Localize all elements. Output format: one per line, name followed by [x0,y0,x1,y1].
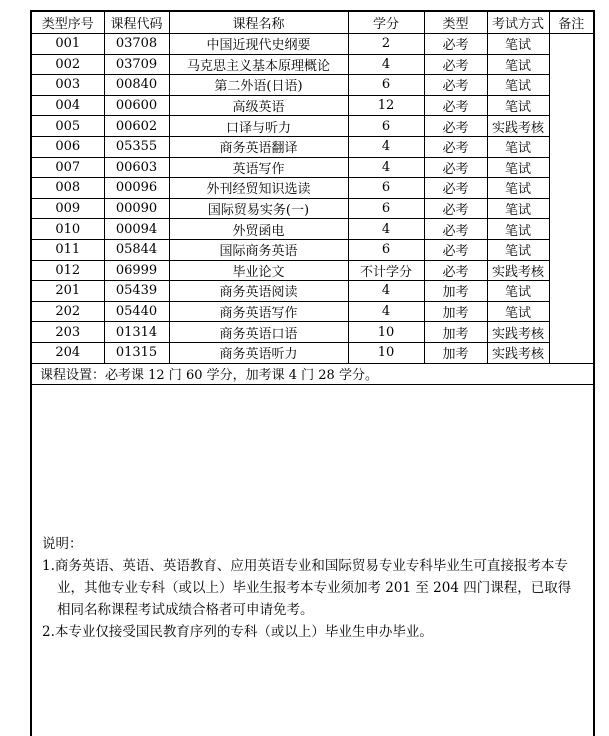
name-cell: 商务英语阅读 [169,281,348,302]
name-cell: 外贸函电 [169,219,348,240]
name-cell: 商务英语口语 [169,322,348,343]
header-row [31,11,594,34]
header-code: 课程代码 [104,11,169,34]
seq-cell: 204 [31,342,104,363]
credits-cell: 6 [348,116,424,137]
exam-cell: 笔试 [487,301,549,322]
name-cell: 口译与听力 [169,116,348,137]
table-row [31,281,594,302]
type-cell: 加考 [424,322,487,343]
header-exam: 考试方式 [487,11,549,34]
exam-cell: 笔试 [487,75,549,96]
exam-cell: 笔试 [487,34,549,55]
seq-cell: 004 [31,95,104,116]
name-cell: 商务英语写作 [169,301,348,322]
credits-cell: 4 [348,157,424,178]
header-remark: 备注 [549,11,594,34]
credits-cell: 10 [348,342,424,363]
code-cell: 05355 [104,136,169,157]
type-cell: 必考 [424,75,487,96]
table-row [31,219,594,240]
exam-cell: 实践考核 [487,116,549,137]
header-name: 课程名称 [169,11,348,34]
table-row [31,54,594,75]
code-cell: 03708 [104,34,169,55]
exam-cell: 实践考核 [487,260,549,281]
name-cell: 中国近现代史纲要 [169,34,348,55]
type-cell: 必考 [424,239,487,260]
header-type: 类型 [424,11,487,34]
type-cell: 必考 [424,178,487,199]
seq-cell: 001 [31,34,104,55]
seq-cell: 010 [31,219,104,240]
code-cell: 05439 [104,281,169,302]
type-cell: 加考 [424,281,487,302]
credits-cell: 6 [348,198,424,219]
exam-cell: 笔试 [487,219,549,240]
table-row [31,95,594,116]
credits-cell: 4 [348,281,424,302]
type-cell: 加考 [424,301,487,322]
exam-cell: 笔试 [487,157,549,178]
credits-cell: 4 [348,301,424,322]
code-cell: 01315 [104,342,169,363]
table-row [31,239,594,260]
table-row [31,198,594,219]
seq-cell: 009 [31,198,104,219]
table-row [31,342,594,363]
type-cell: 必考 [424,95,487,116]
table-row [31,322,594,343]
type-cell: 必考 [424,136,487,157]
name-cell: 国际商务英语 [169,239,348,260]
table-row [31,178,594,199]
exam-cell: 笔试 [487,178,549,199]
name-cell: 马克思主义基本原理概论 [169,54,348,75]
remark-cell [549,34,594,364]
credits-cell: 6 [348,75,424,96]
type-cell: 加考 [424,342,487,363]
seq-cell: 201 [31,281,104,302]
seq-cell: 007 [31,157,104,178]
table-row [31,34,594,55]
seq-cell: 012 [31,260,104,281]
exam-cell: 笔试 [487,136,549,157]
table-row [31,116,594,137]
name-cell: 高级英语 [169,95,348,116]
type-cell: 必考 [424,219,487,240]
exam-cell: 笔试 [487,95,549,116]
notes-row [31,384,594,736]
note-item-1: 1.商务英语、英语、英语教育、应用英语专业和国际贸易专业专科毕业生可直接报考本专业，其他专业专科（或以上）毕业生报考本专业须加考 201 至 204 四门课程，已取得相同名称课程考试成绩合格者可申请免考。 [42,557,572,618]
header-credits: 学分 [348,11,424,34]
name-cell: 第二外语(日语) [169,75,348,96]
seq-cell: 002 [31,54,104,75]
code-cell: 00090 [104,198,169,219]
type-cell: 必考 [424,157,487,178]
code-cell: 00600 [104,95,169,116]
type-cell: 必考 [424,198,487,219]
code-cell: 00094 [104,219,169,240]
exam-cell: 实践考核 [487,322,549,343]
table-row [31,157,594,178]
code-cell: 00602 [104,116,169,137]
type-cell: 必考 [424,260,487,281]
credits-cell: 2 [348,34,424,55]
course-table [30,10,595,736]
name-cell: 外刊经贸知识选读 [169,178,348,199]
credits-cell: 4 [348,136,424,157]
code-cell: 03709 [104,54,169,75]
code-cell: 05844 [104,239,169,260]
exam-cell: 实践考核 [487,342,549,363]
summary-text: 课程设置：必考课 12 门 60 学分，加考课 4 门 28 学分。 [31,363,594,384]
seq-cell: 006 [31,136,104,157]
credits-cell: 12 [348,95,424,116]
seq-cell: 011 [31,239,104,260]
code-cell: 00840 [104,75,169,96]
type-cell: 必考 [424,116,487,137]
seq-cell: 005 [31,116,104,137]
credits-cell: 10 [348,322,424,343]
code-cell: 00603 [104,157,169,178]
exam-cell: 笔试 [487,198,549,219]
name-cell: 商务英语翻译 [169,136,348,157]
seq-cell: 202 [31,301,104,322]
notes-block [32,385,593,643]
seq-cell: 008 [31,178,104,199]
code-cell: 06999 [104,260,169,281]
code-cell: 01314 [104,322,169,343]
table-row [31,75,594,96]
exam-cell: 笔试 [487,54,549,75]
summary-row [31,363,594,384]
name-cell: 商务英语听力 [169,342,348,363]
exam-cell: 笔试 [487,281,549,302]
credits-cell: 4 [348,219,424,240]
exam-cell: 笔试 [487,239,549,260]
code-cell: 05440 [104,301,169,322]
credits-cell: 不计学分 [348,260,424,281]
note-item-2: 2.本专业仅接受国民教育序列的专科（或以上）毕业生申办毕业。 [42,623,433,640]
table-row [31,301,594,322]
credits-cell: 6 [348,239,424,260]
type-cell: 必考 [424,54,487,75]
credits-cell: 6 [348,178,424,199]
table-row [31,260,594,281]
code-cell: 00096 [104,178,169,199]
type-cell: 必考 [424,34,487,55]
seq-cell: 003 [31,75,104,96]
header-seq: 类型序号 [31,11,104,34]
name-cell: 英语写作 [169,157,348,178]
name-cell: 毕业论文 [169,260,348,281]
seq-cell: 203 [31,322,104,343]
table-row [31,136,594,157]
notes-title: 说明： [42,535,83,552]
name-cell: 国际贸易实务(一) [169,198,348,219]
credits-cell: 4 [348,54,424,75]
